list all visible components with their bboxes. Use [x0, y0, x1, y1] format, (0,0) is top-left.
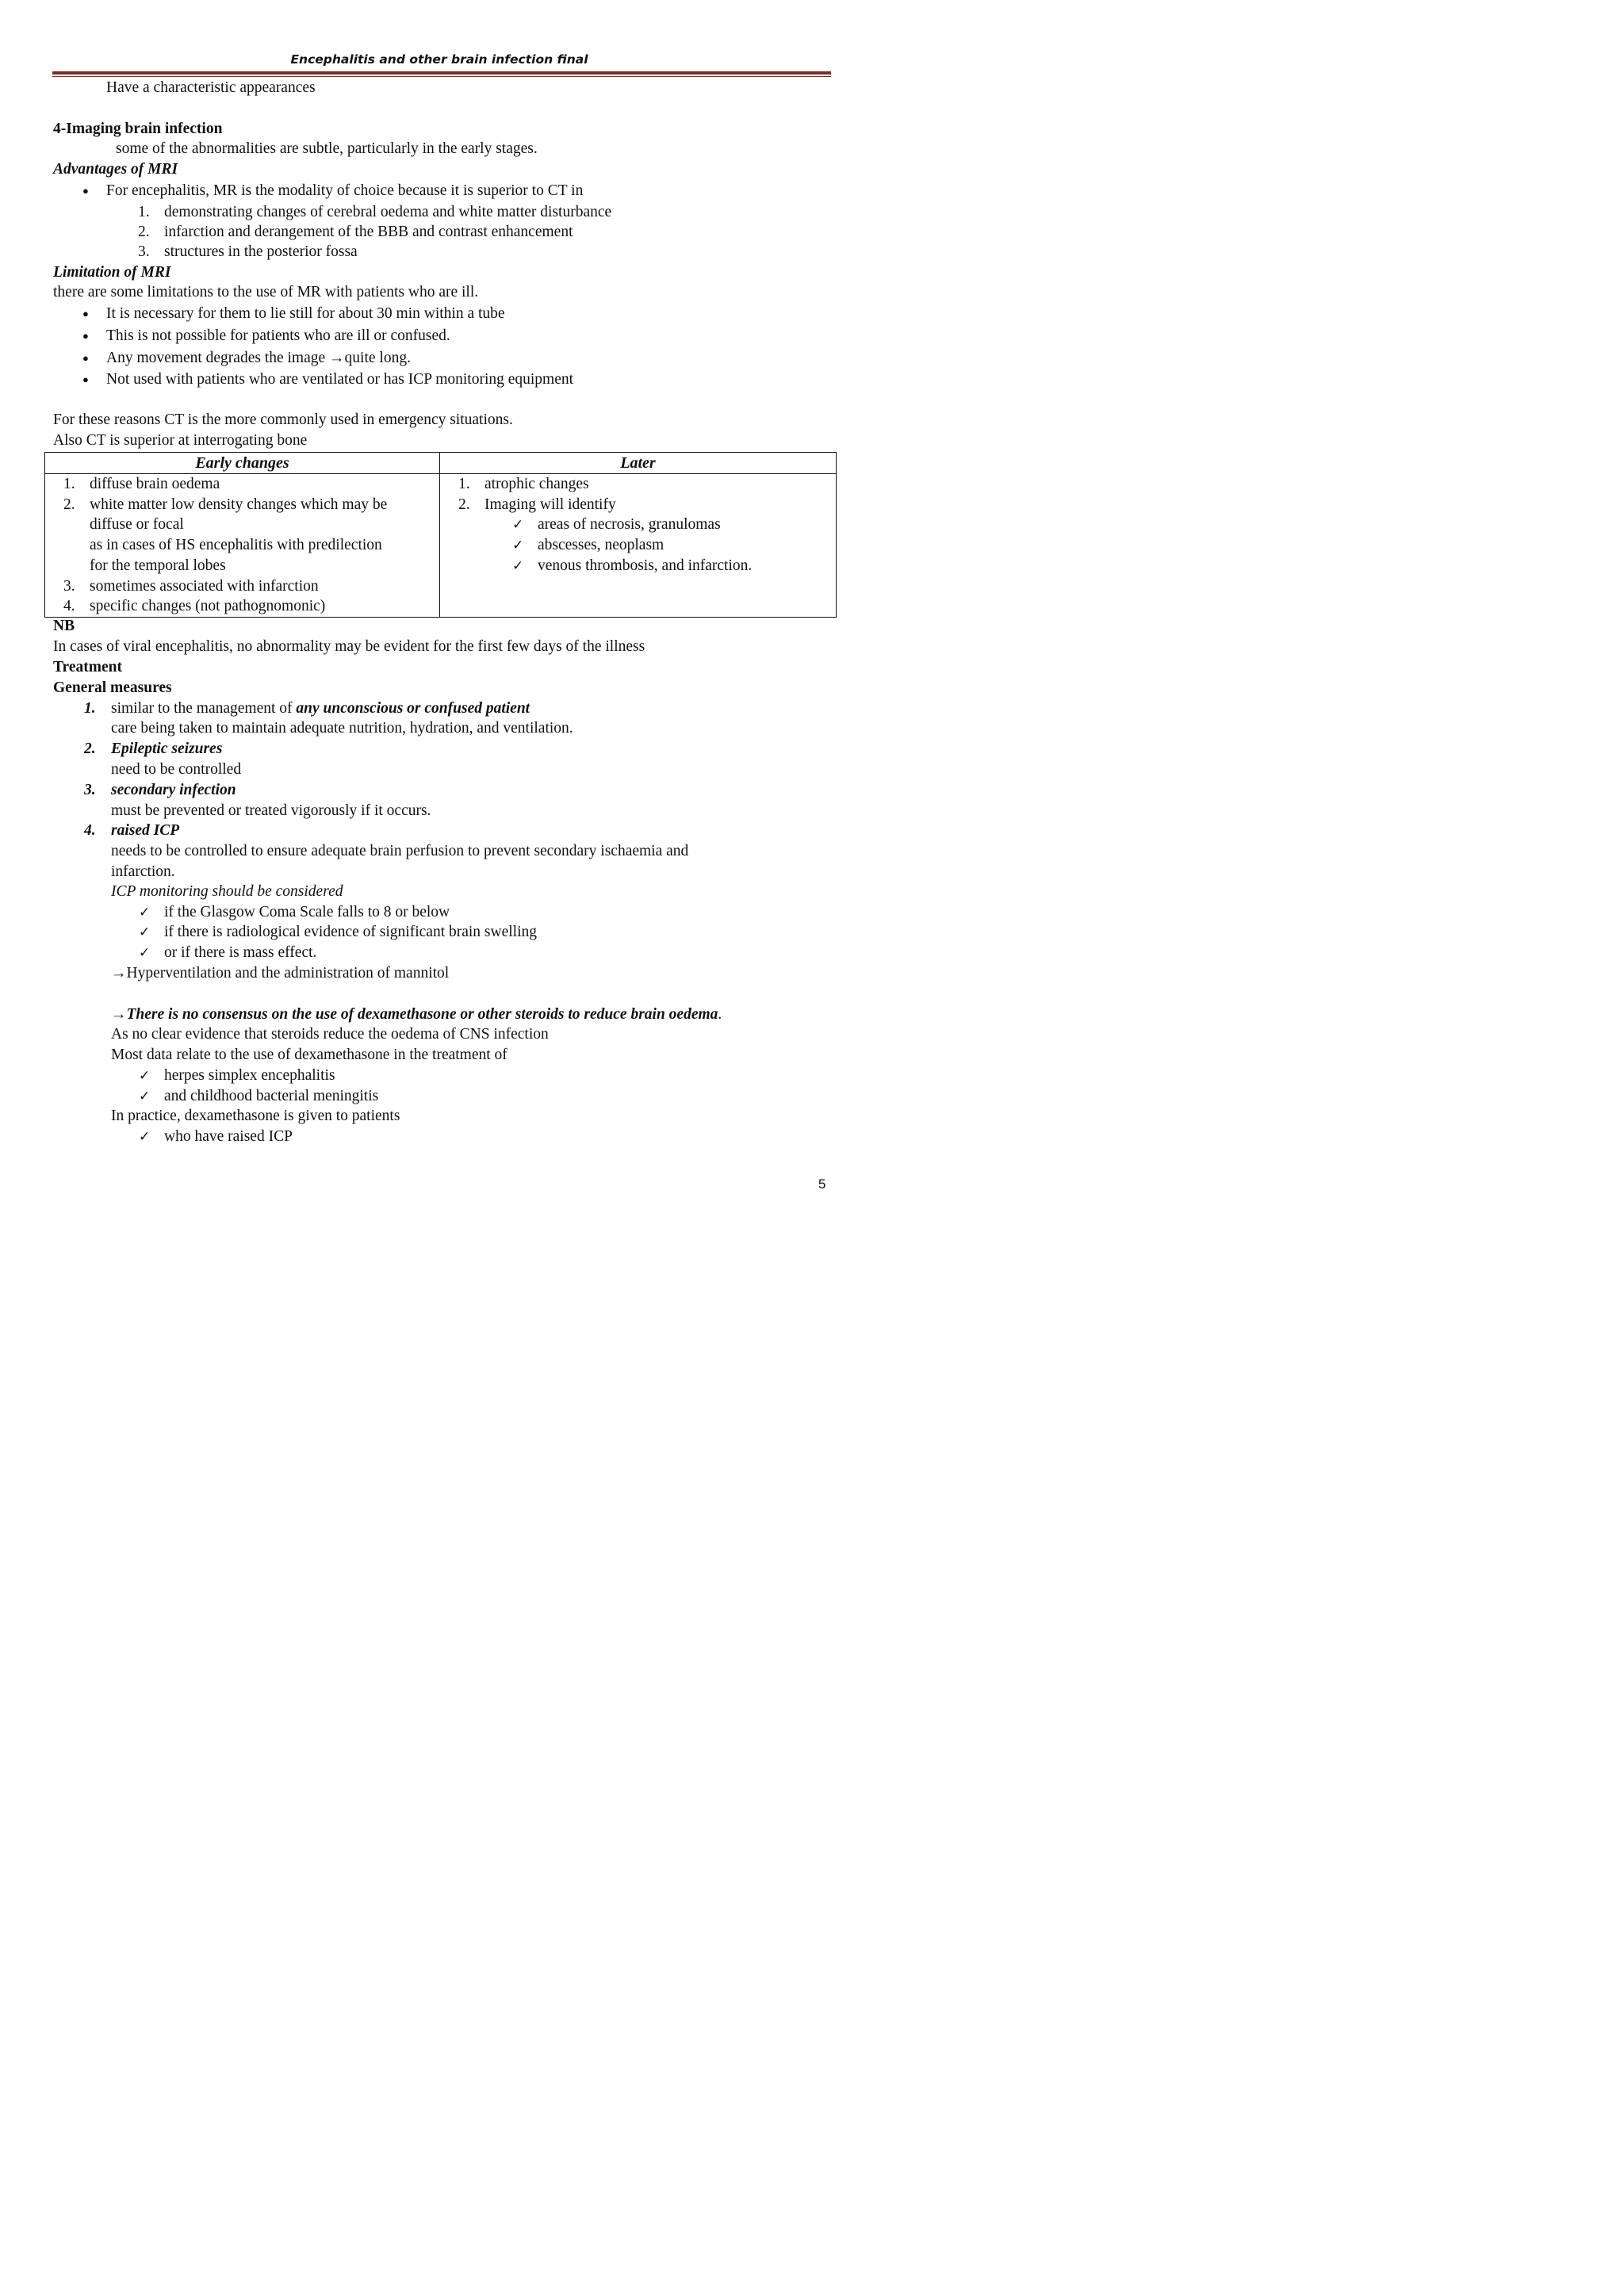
check-item: if the Glasgow Coma Scale falls to 8 or below [164, 904, 450, 920]
list-item-text: similar to the management of [111, 700, 297, 717]
list-number: 3. [138, 243, 150, 260]
list-item-continuation: for the temporal lobes [90, 557, 226, 574]
nb-label: NB [53, 618, 75, 634]
checkmark-icon: ✓ [512, 517, 524, 533]
mri-advantages-heading: Advantages of MRI [53, 161, 178, 178]
practice-note: In practice, dexamethasone is given to patients [111, 1108, 400, 1124]
checkmark-icon: ✓ [139, 905, 151, 920]
list-number: 1. [84, 700, 96, 717]
list-number: 2. [458, 496, 470, 513]
list-item: infarction and derangement of the BBB and contrast enhancement [164, 224, 573, 240]
mri-limitation-intro: there are some limitations to the use of MR with patients who are ill. [53, 284, 479, 300]
check-item: or if there is mass effect. [164, 944, 317, 961]
list-item-detail: must be prevented or treated vigorously if it occurs. [111, 802, 431, 819]
bullet-icon: ● [82, 330, 89, 342]
header-rule-thick [52, 71, 831, 75]
page-header-title: Encephalitis and other brain infection final [290, 52, 588, 67]
list-item-title: raised ICP [111, 822, 180, 839]
list-item: atrophic changes [485, 476, 589, 492]
list-number: 2. [63, 496, 75, 513]
list-number: 1. [458, 476, 470, 492]
list-item: Imaging will identify [485, 496, 616, 513]
page-number: 5 [818, 1177, 826, 1192]
list-item-detail: needs to be controlled to ensure adequate brain perfusion to prevent secondary ischaemia and [111, 843, 689, 859]
check-item: venous thrombosis, and infarction. [538, 557, 753, 574]
list-number: 4. [84, 822, 96, 839]
steroid-note: Most data relate to the use of dexamethasone in the treatment of [111, 1047, 508, 1063]
header-rule-thin [52, 76, 831, 77]
list-item-detail: infarction. [111, 863, 175, 880]
check-item: herpes simplex encephalitis [164, 1067, 335, 1084]
checkmark-icon: ✓ [512, 558, 524, 574]
checkmark-icon: ✓ [139, 1129, 151, 1145]
checkmark-icon: ✓ [512, 538, 524, 553]
emphasis-text: any unconscious or confused patient [296, 700, 530, 717]
list-number: 3. [84, 782, 96, 798]
list-item-continuation: diffuse or focal [90, 516, 184, 533]
table-cell-later [440, 474, 837, 618]
list-item-detail: need to be controlled [111, 761, 242, 778]
check-item: abscesses, neoplasm [538, 537, 665, 553]
general-measures-heading: General measures [53, 679, 172, 696]
check-item: who have raised ICP [164, 1128, 293, 1145]
section-intro: some of the abnormalities are subtle, particularly in the early stages. [116, 140, 538, 157]
nb-text: In cases of viral encephalitis, no abnormality may be evident for the first few days of the illness [53, 638, 645, 655]
checkmark-icon: ✓ [139, 924, 151, 940]
list-item: sometimes associated with infarction [90, 578, 319, 595]
consensus-period: . [718, 1006, 722, 1023]
list-number: 1. [63, 476, 75, 492]
list-item: Not used with patients who are ventilated or has ICP monitoring equipment [106, 371, 574, 388]
early-later-changes-table [44, 452, 837, 618]
list-item: demonstrating changes of cerebral oedema and white matter disturbance [164, 204, 612, 220]
ct-note-line: For these reasons CT is the more commonly used in emergency situations. [53, 411, 513, 428]
mri-limitation-heading: Limitation of MRI [53, 264, 171, 281]
check-item: if there is radiological evidence of significant brain swelling [164, 924, 538, 940]
list-number: 4. [63, 598, 75, 614]
section-heading: 4-Imaging brain infection [53, 121, 223, 137]
list-item: This is not possible for patients who are ill or confused. [106, 327, 450, 344]
check-item: areas of necrosis, granulomas [538, 516, 721, 533]
check-item: and childhood bacterial meningitis [164, 1088, 379, 1104]
ct-note-line: Also CT is superior at interrogating bone [53, 432, 308, 449]
list-item-continuation: as in cases of HS encephalitis with predilection [90, 537, 382, 553]
consensus-line [111, 1005, 722, 1024]
list-number: 2. [84, 740, 96, 757]
bullet-icon: ● [82, 185, 89, 197]
icp-monitoring-note: ICP monitoring should be considered [111, 883, 343, 900]
list-item: specific changes (not pathognomonic) [90, 598, 326, 614]
list-item: diffuse brain oedema [90, 476, 220, 492]
bullet-icon: ● [82, 308, 89, 320]
list-item [111, 699, 530, 718]
bullet-icon: ● [82, 373, 89, 385]
table-header-later: Later [440, 453, 837, 474]
list-item: It is necessary for them to lie still for about 30 min within a tube [106, 305, 505, 322]
list-number: 3. [63, 578, 75, 595]
list-item: structures in the posterior fossa [164, 243, 358, 260]
list-number: 1. [138, 204, 150, 220]
checkmark-icon: ✓ [139, 945, 151, 961]
mri-advantages-bullet: For encephalitis, MR is the modality of choice because it is superior to CT in [106, 182, 584, 199]
list-item: Any movement degrades the image →quite long. [106, 350, 411, 366]
steroid-note: As no clear evidence that steroids reduce the oedema of CNS infection [111, 1026, 549, 1043]
table-cell-early [45, 474, 440, 618]
list-item-title: secondary infection [111, 782, 236, 798]
bullet-icon: ● [82, 352, 89, 364]
hyperventilation-note: →Hyperventilation and the administration of mannitol [111, 965, 450, 982]
checkmark-icon: ✓ [139, 1068, 151, 1084]
list-number: 2. [138, 224, 150, 240]
consensus-text: →There is no consensus on the use of dexamethasone or other steroids to reduce brain oedema [111, 1006, 718, 1023]
list-item: white matter low density changes which may be [90, 496, 388, 513]
checkmark-icon: ✓ [139, 1089, 151, 1104]
list-item-title: Epileptic seizures [111, 740, 223, 757]
list-item-detail: care being taken to maintain adequate nutrition, hydration, and ventilation. [111, 720, 573, 737]
intro-line: Have a characteristic appearances [106, 79, 316, 96]
treatment-heading: Treatment [53, 659, 122, 675]
table-header-early: Early changes [45, 453, 440, 474]
